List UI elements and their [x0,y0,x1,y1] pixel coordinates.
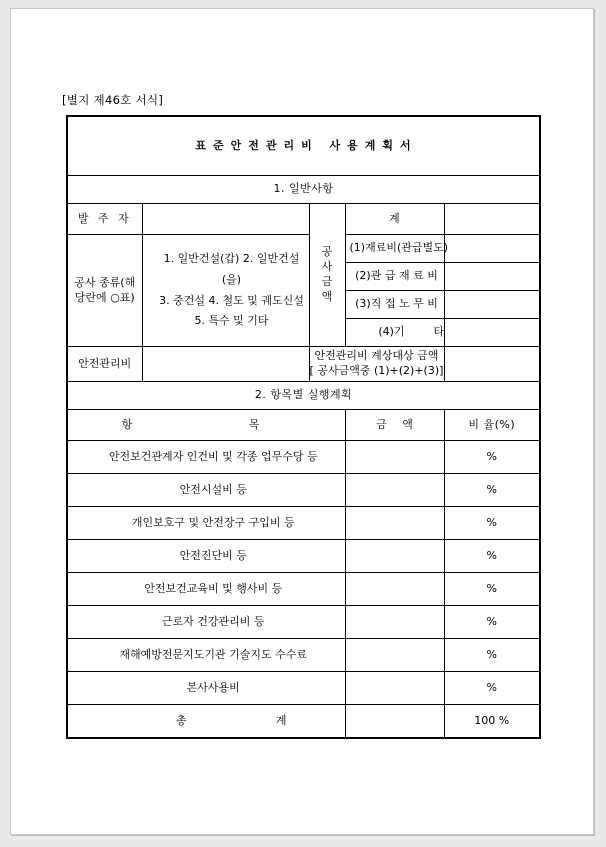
table-row [67,441,540,474]
amount-row-label-3: (3)직 접 노 무 비 [345,291,444,319]
work-type-label [67,235,142,347]
work-type-label-line-0: 공사 [74,275,96,289]
item-name: 안전보건교육비 및 행사비 등 [67,573,345,606]
section2-heading: 2. 항목별 실행계획 [67,382,540,410]
amount-row-value-1[interactable] [444,235,540,263]
item-amount[interactable] [345,540,444,573]
safety-cost-plan-form [66,115,541,739]
item-name: 본사사용비 [67,672,345,705]
amount-label-char-3: 액 [321,289,333,303]
item-amount[interactable] [345,639,444,672]
document-page [10,8,594,835]
target-amount-value[interactable] [444,347,540,382]
work-type-option-0[interactable]: 1. 일반건설(갑) 2. 일반건설(을) [163,251,300,286]
item-name: 안전진단비 등 [67,540,345,573]
item-name: 안전보건관계자 인건비 및 각종 업무수당 등 [67,441,345,474]
work-type-label-line-1: 종류(해 [99,275,136,289]
table-row [67,606,540,639]
table-row [67,507,540,540]
amount-row-value-2[interactable] [444,263,540,291]
column-header-mok: 목 [248,417,260,431]
item-ratio[interactable]: % [444,507,540,540]
section1-heading: 1. 일반사항 [67,176,540,204]
form-title: 표준안전관리비 사용계획서 [67,116,540,176]
title-row [67,116,540,176]
item-ratio[interactable]: % [444,474,540,507]
safety-cost-row [67,347,540,382]
section2-heading-row [67,382,540,410]
work-type-option-1[interactable]: 3. 중건설 4. 철도 및 궤도신설 [159,293,304,307]
total-label-gye: 계 [275,713,287,727]
safety-cost-label: 안전관리비 [67,347,142,382]
total-amount[interactable] [345,705,444,739]
items-header-row [67,410,540,441]
construction-amount-label [309,204,345,347]
work-type-row-1 [67,235,540,263]
total-ratio: 100 % [444,705,540,739]
item-ratio[interactable]: % [444,606,540,639]
amount-total-label: 계 [345,204,444,235]
target-amount-line1: 안전관리비 계상대상 금액 [314,349,439,363]
column-header-hang: 항 [121,417,133,431]
work-type-options[interactable] [142,235,309,347]
item-ratio[interactable]: % [444,672,540,705]
client-label: 발 주 자 [67,204,142,235]
table-row [67,672,540,705]
amount-total-value[interactable] [444,204,540,235]
target-amount-line2: [ 공사금액중 (1)+(2)+(3)] [309,364,444,377]
amount-row-label-4-head: (4)기 [378,325,405,339]
item-name: 안전시설비 등 [67,474,345,507]
item-amount[interactable] [345,474,444,507]
item-name: 근로자 건강관리비 등 [67,606,345,639]
table-row [67,540,540,573]
item-ratio[interactable]: % [444,573,540,606]
item-amount[interactable] [345,573,444,606]
target-amount-label [309,347,444,382]
amount-label-char-1: 사 [321,260,333,274]
item-amount[interactable] [345,507,444,540]
item-name: 재해예방전문지도기관 기술지도 수수료 [67,639,345,672]
amount-label-char-0: 공 [321,245,333,259]
amount-row-label-4-tail: 타 [433,325,445,339]
column-header-ratio: 비 율(%) [444,410,540,441]
amount-row-value-3[interactable] [444,291,540,319]
item-ratio[interactable]: % [444,540,540,573]
amount-label-char-2: 금 [321,275,333,288]
item-amount[interactable] [345,672,444,705]
item-amount[interactable] [345,606,444,639]
item-ratio[interactable]: % [444,639,540,672]
form-number-note: [별지 제46호 서식] [62,93,164,107]
work-type-label-line-3: ○표) [110,290,135,304]
table-row [67,639,540,672]
total-label-chong: 총 [175,713,187,727]
item-name: 개인보호구 및 안전장구 구입비 등 [67,507,345,540]
work-type-label-line-2: 당란에 [74,290,107,304]
client-value[interactable] [142,204,309,235]
column-header-item [67,410,345,441]
amount-row-label-2: (2)관 급 재 료 비 [345,263,444,291]
work-type-option-2[interactable]: 5. 특수 및 기타 [194,314,269,328]
table-row [67,474,540,507]
column-header-amount: 금 액 [345,410,444,441]
amount-row-label-4 [345,319,444,347]
item-ratio[interactable]: % [444,441,540,474]
table-row [67,573,540,606]
total-label [67,705,345,739]
client-row [67,204,540,235]
section1-heading-row [67,176,540,204]
amount-row-value-4[interactable] [444,319,540,347]
amount-row-label-1: (1)재료비(관급별도) [345,235,444,263]
total-row [67,705,540,739]
item-amount[interactable] [345,441,444,474]
safety-cost-value[interactable] [142,347,309,382]
